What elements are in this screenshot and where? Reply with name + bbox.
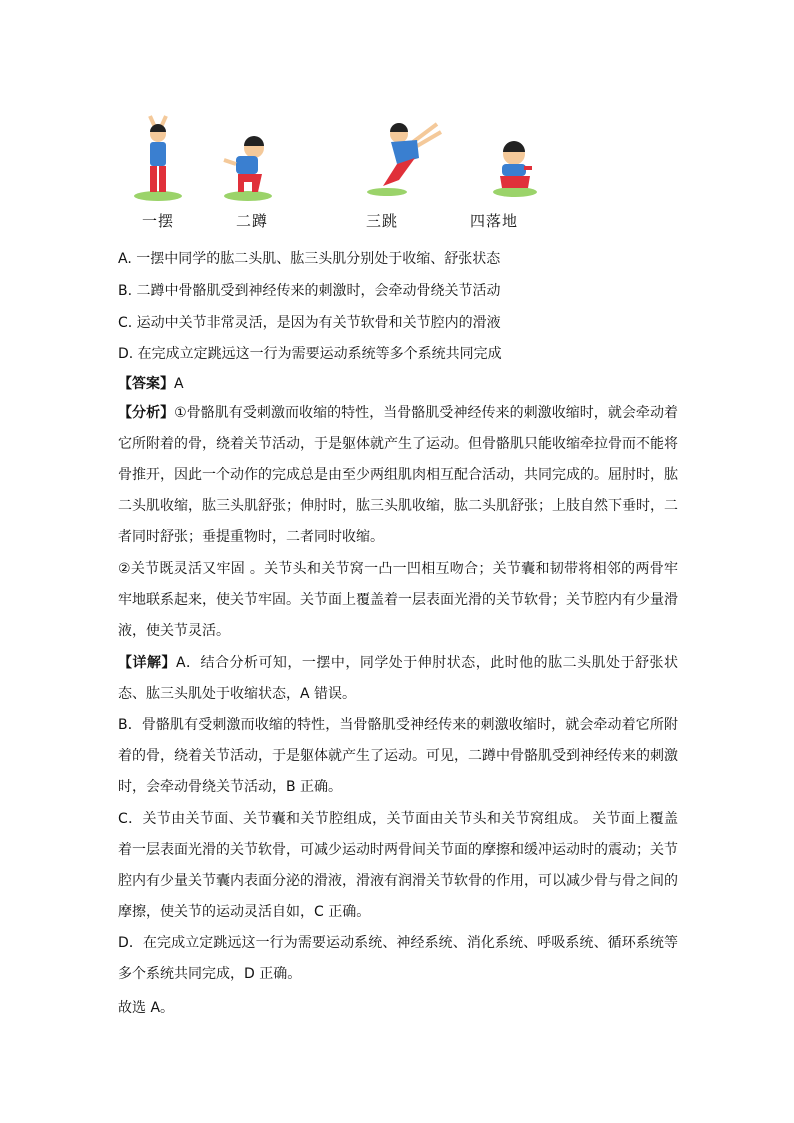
stage1-label: 一摆 [142,212,175,230]
stage4-illustration [490,140,540,198]
analysis-paragraph-2: ②关节既灵活又牢固 。关节头和关节窝一凸一凹相互吻合；关节囊和韧带将相邻的两骨牢牢地联系起来，使关节牢固。关节面上覆盖着一层表面光滑的关节软骨；关节腔内有少量滑液，使关节灵活。 [118,561,678,639]
option-d: D. 在完成立定跳远这一行为需要运动系统等多个系统共同完成 [118,346,502,362]
option-c: C. 运动中关节非常灵活，是因为有关节软骨和关节腔内的滑液 [118,315,501,331]
stage2-illustration [218,134,278,202]
answer-label: 【答案】 [118,376,174,392]
detail-paragraph-a [118,648,678,710]
option-a: A. 一摆中同学的肱二头肌、肱三头肌分别处于收缩、舒张状态 [118,251,501,267]
detail-paragraph-b: B．骨骼肌有受刺激而收缩的特性，当骨骼肌受神经传来的刺激收缩时，就会牵动着它所附着的骨，绕着关节活动，于是躯体就产生了运动。可见，二蹲中骨骼肌受到神经传来的刺激时，会牵动骨绕关节活动，B 正确。 [118,717,678,795]
stage2-label: 二蹲 [236,212,269,230]
detail-text-a: A．结合分析可知，一摆中，同学处于伸肘状态，此时他的肱二头肌处于舒张状态、肱三头肌处于收缩状态，A 错误。 [118,655,679,702]
analysis-text-1: ①骨骼肌有受刺激而收缩的特性，当骨骼肌受神经传来的刺激收缩时，就会牵动着它所附着的骨，绕着关节活动，于是躯体就产生了运动。但骨骼肌只能收缩牵拉骨而不能将骨推开，因此一个动作的完成总是由至少两组肌肉相互配合活动，共同完成的。屈肘时，肱二头肌收缩，肱三头肌舒张；伸肘时，肱三头肌收缩，肱二头肌舒张；上肢自然下垂时，二者同时舒张；垂提重物时，二者同时收缩。 [118,405,678,545]
conclusion: 故选 A。 [118,1000,175,1016]
analysis-label: 【分析】 [118,405,175,421]
stage4-label: 四落地 [470,212,519,230]
detail-paragraph-d: D．在完成立定跳远这一行为需要运动系统、神经系统、消化系统、呼吸系统、循环系统等多个系统共同完成，D 正确。 [118,935,678,982]
detail-paragraph-c: C．关节由关节面、关节囊和关节腔组成，关节面由关节头和关节窝组成。 关节面上覆盖着一层表面光滑的关节软骨，可减少运动时两骨间关节面的摩擦和缓冲运动时的震动；关节腔内有少量关节囊内表面分泌的滑液，滑液有润滑关节软骨的作用，可以减少骨与骨之间的摩擦，使关节的运动灵活自如，C 正确。 [118,811,678,920]
stage3-label: 三跳 [366,212,399,230]
analysis-paragraph-1 [118,398,678,553]
answer-line [118,373,184,393]
jump-stages-figure [118,112,558,232]
option-b: B. 二蹲中骨骼肌受到神经传来的刺激时，会牵动骨绕关节活动 [118,283,501,299]
detail-label: 【详解】 [118,655,176,671]
stage3-illustration [363,118,443,198]
answer-value: A [174,376,184,392]
stage1-illustration [128,112,188,202]
